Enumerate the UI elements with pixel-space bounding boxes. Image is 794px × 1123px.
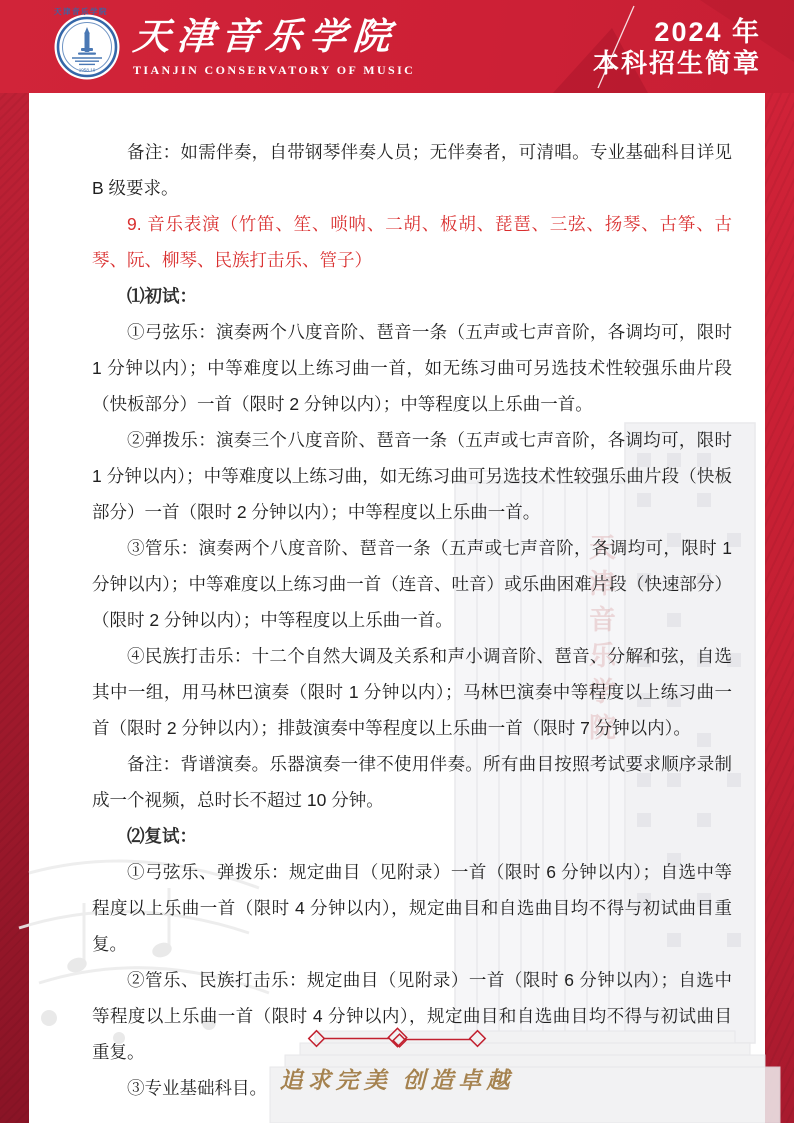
final-item-1-strings: ①弓弦乐、弹拨乐：规定曲目（见附录）一首（限时 6 分钟以内）；自选中等程度以上乐曲一首（限时 4 分钟以内），规定曲目和自选曲目均不得与初试曲目重复。	[92, 862, 732, 954]
brochure-title-block	[593, 17, 761, 79]
document-body	[29, 93, 765, 1106]
note-accompaniment: 备注：如需伴奏，自带钢琴伴奏人员；无伴奏者，可清唱。专业基础科目详见 B 级要求。	[92, 142, 732, 198]
label-final-exam: ⑵复试：	[127, 826, 197, 846]
school-name-en: TIANJIN CONSERVATORY OF MUSIC	[133, 63, 416, 77]
school-name-block	[133, 18, 415, 78]
section-9-music-performance: 9. 音乐表演（竹笛、笙、唢呐、二胡、板胡、琵琶、三弦、扬琴、古筝、古琴、阮、柳琴、民族打击乐、管子）	[92, 214, 732, 270]
school-name-zh: 天津音乐学院	[131, 17, 399, 58]
item-3-winds: ③管乐：演奏两个八度音阶、琶音一条（五声或七声音阶，各调均可，限时 1 分钟以内）；中等难度以上练习曲一首（连音、吐音）或乐曲困难片段（快速部分）（限时 2 分钟以内）；中等程度以上乐曲一首。	[92, 538, 732, 630]
school-logo	[54, 7, 120, 80]
item-2-plucked-strings: ②弹拨乐：演奏三个八度音阶、琶音一条（五声或七声音阶，各调均可，限时 1 分钟以内）；中等难度以上练习曲，如无练习曲可另选技术性较强乐曲片段（快板部分）一首（限时 2 分钟以内）；中等程度以上乐曲一首。	[92, 430, 732, 522]
final-item-2-winds-percussion: ②管乐、民族打击乐：规定曲目（见附录）一首（限时 6 分钟以内）；自选中等程度以上乐曲一首（限时 4 分钟以内），规定曲目和自选曲目均不得与初试曲目重复。	[92, 970, 732, 1062]
label-preliminary-exam: ⑴初试：	[127, 286, 197, 306]
logo-seal-text: 天津音乐学院	[54, 7, 108, 16]
item-4-folk-percussion: ④民族打击乐：十二个自然大调及关系和声小调音阶、琶音、分解和弦，自选其中一组，用马林巴演奏（限时 1 分钟以内）；马林巴演奏中等程度以上练习曲一首（限时 2 分钟以内）；排鼓演奏中等程度以上乐曲一首（限时 7 分钟以内）。	[92, 646, 732, 738]
note-memorized-performance: 备注：背谱演奏。乐器演奏一律不使用伴奏。所有曲目按照考试要求顺序录制成一个视频，总时长不超过 10 分钟。	[92, 754, 732, 810]
brochure-title: 本科招生简章	[592, 48, 761, 78]
page-header	[0, 0, 794, 93]
divider-ornament-icon	[307, 1026, 487, 1052]
page-footer	[29, 1026, 765, 1095]
brochure-year: 2024 年	[654, 17, 761, 47]
item-1-bowed-strings: ①弓弦乐：演奏两个八度音阶、琶音一条（五声或七声音阶，各调均可，限时 1 分钟以内）；中等难度以上练习曲一首，如无练习曲可另选技术性较强乐曲片段（快板部分）一首（限时 2 分钟以内）；中等程度以上乐曲一首。	[92, 322, 732, 414]
logo-year: 1958.10	[78, 67, 96, 73]
right-red-border	[765, 88, 794, 1123]
content-panel	[29, 93, 765, 1123]
final-item-3-basic-subjects: ③专业基础科目。	[127, 1078, 267, 1098]
vertical-text-watermark: 天津音乐学院	[585, 533, 615, 749]
school-motto: 追求完美 创造卓越	[279, 1068, 515, 1093]
